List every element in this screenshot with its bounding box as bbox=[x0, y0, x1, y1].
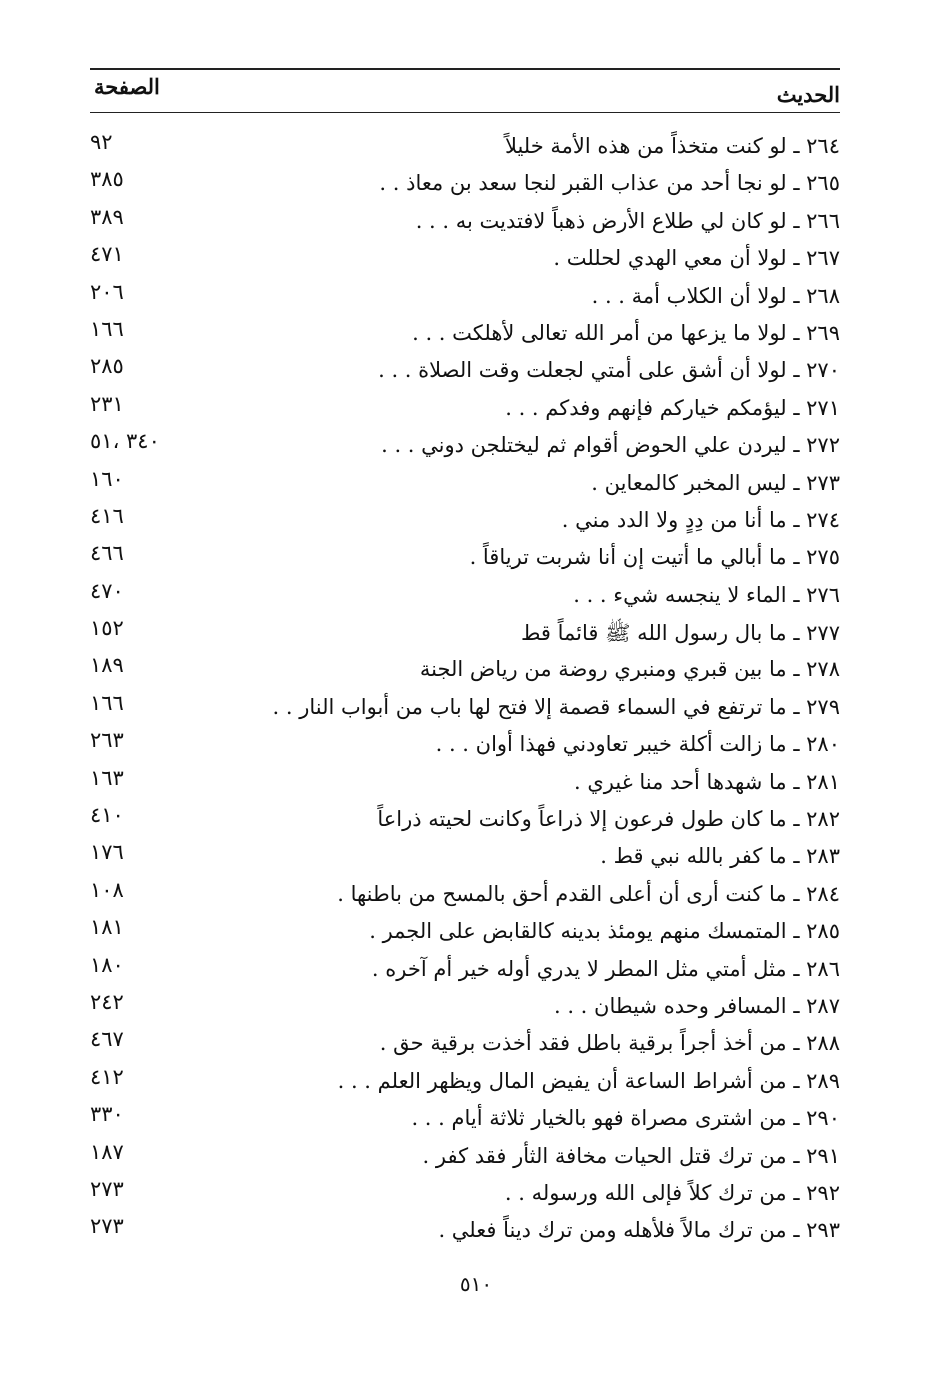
page-reference: ١٦٦ bbox=[90, 316, 124, 341]
hadith-text: ٢٩١ ـ من ترك قتل الحيات مخافة الثأر فقد كفر . bbox=[422, 1143, 840, 1168]
hadith-text: ٢٩٣ ـ من ترك مالاً فلأهله ومن ترك ديناً فعلي . bbox=[438, 1218, 840, 1243]
page-reference: ١٠٨ bbox=[90, 877, 124, 902]
page-reference: ٢٣١ bbox=[90, 391, 124, 416]
page-reference: ٤٦٦ bbox=[90, 541, 124, 566]
list-item bbox=[90, 988, 840, 1025]
page-reference: ٤٦٧ bbox=[90, 1027, 124, 1052]
entries-list bbox=[90, 128, 840, 1250]
list-item bbox=[90, 689, 840, 726]
hadith-text: ٢٦٨ ـ لولا أن الكلاب أمة . . . bbox=[591, 283, 840, 308]
hadith-text: ٢٨٨ ـ من أخذ أجراً برقية باطل فقد أخذت برقية حق . bbox=[379, 1031, 840, 1056]
header-rule bbox=[90, 112, 840, 113]
hadith-text: ٢٨٢ ـ ما كان طول فرعون إلا ذراعاً وكانت لحيته ذراعاً bbox=[377, 807, 840, 832]
page-reference: ١٧٦ bbox=[90, 840, 124, 865]
hadith-text: ٢٨٩ ـ من أشراط الساعة أن يفيض المال ويظهر العلم . . . bbox=[337, 1068, 840, 1093]
page-reference: ٤٧٠ bbox=[90, 578, 124, 603]
list-item bbox=[90, 913, 840, 950]
hadith-text: ٢٧٨ ـ ما بين قبري ومنبري روضة من رياض الجنة bbox=[419, 657, 840, 682]
list-item bbox=[90, 128, 840, 165]
hadith-text: ٢٧٥ ـ ما أبالي ما أتيت إن أنا شربت ترياقاً . bbox=[469, 545, 840, 570]
hadith-text: ٢٩٢ ـ من ترك كلاً فإلى الله ورسوله . . bbox=[504, 1180, 840, 1205]
list-item bbox=[90, 951, 840, 988]
hadith-text: ٢٦٦ ـ لو كان لي طلاع الأرض ذهباً لافتديت به . . . bbox=[415, 208, 840, 233]
list-item bbox=[90, 577, 840, 614]
hadith-text: ٢٨١ ـ ما شهدها أحد منا غيري . bbox=[574, 769, 840, 794]
hadith-text: ٢٨٦ ـ مثل أمتي مثل المطر لا يدري أوله خير أم آخره . bbox=[371, 956, 840, 981]
list-item bbox=[90, 876, 840, 913]
list-item bbox=[90, 801, 840, 838]
hadith-column-heading: الحديث bbox=[776, 82, 840, 107]
list-item bbox=[90, 1025, 840, 1062]
list-item bbox=[90, 539, 840, 576]
list-item bbox=[90, 726, 840, 763]
page-reference: ١٨١ bbox=[90, 915, 124, 940]
list-item bbox=[90, 651, 840, 688]
list-item bbox=[90, 1138, 840, 1175]
list-item bbox=[90, 315, 840, 352]
hadith-text: ٢٧٧ ـ ما بال رسول الله ﷺ قائماً قط bbox=[521, 621, 840, 646]
list-item bbox=[90, 1175, 840, 1212]
page-reference: ١٦٠ bbox=[90, 466, 124, 491]
hadith-text: ٢٧٩ ـ ما ترتفع في السماء قصمة إلا فتح لها باب من أبواب النار . . bbox=[272, 694, 840, 719]
page-reference: ٣٨٩ bbox=[90, 204, 124, 229]
hadith-text: ٢٨٤ ـ ما كنت أرى أن أعلى القدم أحق بالمسح من باطنها . bbox=[337, 881, 840, 906]
list-item bbox=[90, 427, 840, 464]
page-column-heading: الصفحة bbox=[94, 74, 160, 99]
page-reference: ٣٤٠ ،٥١ bbox=[90, 429, 160, 454]
hadith-text: ٢٦٤ ـ لو كنت متخذاً من هذه الأمة خليلاً bbox=[504, 134, 840, 158]
hadith-text: ٢٧٦ ـ الماء لا ينجسه شيء . . . bbox=[573, 582, 840, 607]
page-reference: ٢٧٣ bbox=[90, 1214, 124, 1239]
list-item bbox=[90, 465, 840, 502]
page-reference: ١٦٣ bbox=[90, 765, 124, 790]
list-item bbox=[90, 240, 840, 277]
page-reference: ٣٣٠ bbox=[90, 1102, 124, 1127]
list-item bbox=[90, 764, 840, 801]
page-reference: ٢٠٦ bbox=[90, 279, 124, 304]
hadith-text: ٢٦٥ ـ لو نجا أحد من عذاب القبر لنجا سعد بن معاذ . . bbox=[379, 171, 840, 196]
table-header bbox=[90, 70, 840, 110]
page-reference: ١٨٧ bbox=[90, 1139, 124, 1164]
page-reference: ٢٤٢ bbox=[90, 989, 124, 1014]
page-reference: ٢٦٣ bbox=[90, 728, 124, 753]
page-reference: ١٦٦ bbox=[90, 690, 124, 715]
page-reference: ٤١٦ bbox=[90, 503, 124, 528]
hadith-text: ٢٨٣ ـ ما كفر بالله نبي قط . bbox=[600, 844, 840, 869]
page-reference: ٣٨٥ bbox=[90, 167, 124, 192]
list-item bbox=[90, 502, 840, 539]
list-item bbox=[90, 390, 840, 427]
page-reference: ٤١٠ bbox=[90, 803, 124, 828]
list-item bbox=[90, 278, 840, 315]
page-reference: ١٨٩ bbox=[90, 653, 124, 678]
hadith-text: ٢٦٩ ـ لولا ما يزعها من أمر الله تعالى لأهلكت . . . bbox=[412, 320, 840, 345]
hadith-text: ٢٨٥ ـ المتمسك منهم يومئذ بدينه كالقابض على الجمر . bbox=[369, 919, 840, 944]
page-number: ٥١٠ bbox=[459, 1272, 493, 1296]
list-item bbox=[90, 838, 840, 875]
hadith-text: ٢٨٠ ـ ما زالت أكلة خيبر تعاودني فهذا أوان . . . bbox=[435, 732, 840, 757]
hadith-text: ٢٧٣ ـ ليس المخبر كالمعاين . bbox=[591, 470, 840, 495]
page-reference: ٢٨٥ bbox=[90, 354, 124, 379]
page-reference: ١٥٢ bbox=[90, 616, 124, 641]
list-item bbox=[90, 203, 840, 240]
page-reference: ٢٧٣ bbox=[90, 1176, 124, 1201]
hadith-text: ٢٧٢ ـ ليردن علي الحوض أقوام ثم ليختلجن دوني . . . bbox=[381, 433, 840, 458]
hadith-text: ٢٧١ ـ ليؤمكم خياركم فإنهم وفدكم . . . bbox=[505, 395, 840, 420]
hadith-text: ٢٨٧ ـ المسافر وحده شيطان . . . bbox=[553, 993, 840, 1018]
list-item bbox=[90, 1212, 840, 1249]
page-reference: ٩٢ bbox=[90, 130, 113, 154]
hadith-text: ٢٦٧ ـ لولا أن معي الهدي لحللت . bbox=[553, 246, 840, 271]
hadith-text: ٢٧٤ ـ ما أنا من دِدٍ ولا الدد مني . bbox=[561, 507, 840, 532]
list-item bbox=[90, 1100, 840, 1137]
hadith-text: ٢٩٠ ـ من اشترى مصراة فهو بالخيار ثلاثة أيام . . . bbox=[411, 1106, 840, 1131]
list-item bbox=[90, 352, 840, 389]
page-reference: ٤٧١ bbox=[90, 242, 124, 267]
list-item bbox=[90, 614, 840, 651]
page-reference: ٤١٢ bbox=[90, 1064, 124, 1089]
list-item bbox=[90, 1063, 840, 1100]
page-reference: ١٨٠ bbox=[90, 952, 124, 977]
list-item bbox=[90, 165, 840, 202]
hadith-text: ٢٧٠ ـ لولا أن أشق على أمتي لجعلت وقت الصلاة . . . bbox=[378, 358, 840, 383]
